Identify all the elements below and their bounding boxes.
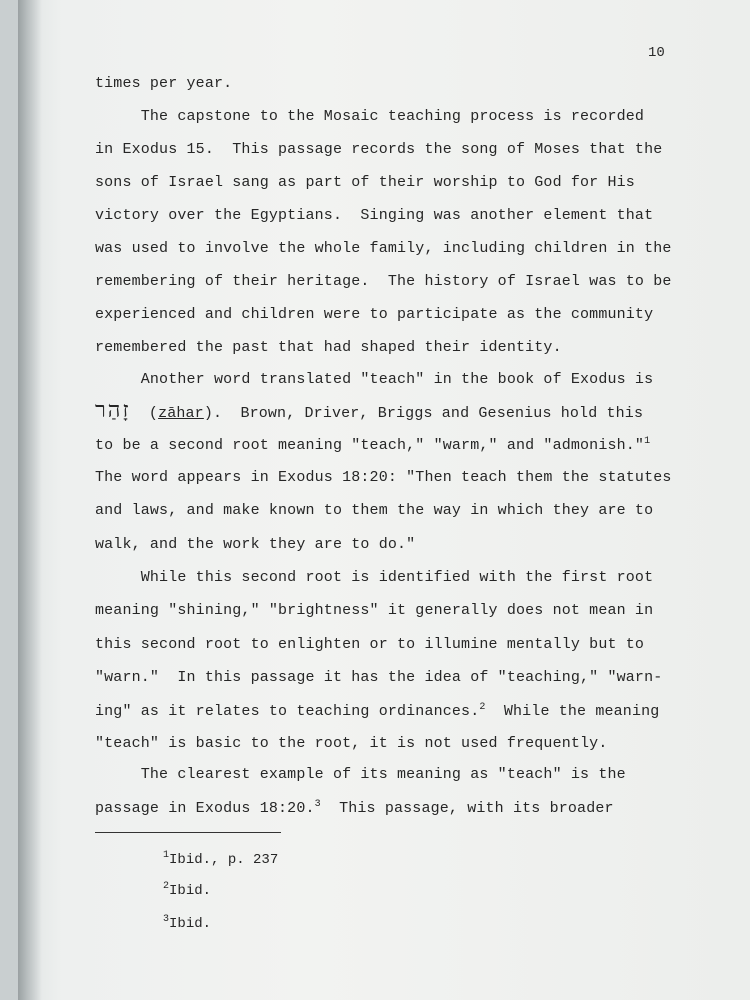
text-line: meaning "shining," "brightness" it generally does not mean in <box>95 602 654 619</box>
text-line: in Exodus 15. This passage records the song of Moses that the <box>95 141 663 158</box>
page-number: 10 <box>648 45 665 61</box>
footnote-ref-3: 3 <box>314 799 321 810</box>
text-line: The clearest example of its meaning as "teach" is the <box>95 766 626 783</box>
text-line-rest: While the meaning <box>485 703 660 720</box>
footnote <box>163 881 211 899</box>
text-line <box>95 702 659 720</box>
text-line: was used to involve the whole family, including children in the <box>95 240 672 257</box>
text-line: remembering of their heritage. The history of Israel was to be <box>95 273 672 290</box>
text-line: experienced and children were to participate as the community <box>95 306 654 323</box>
text-line-body: passage in Exodus 18:20. <box>95 800 315 817</box>
transliteration: zāhar <box>158 405 204 422</box>
text-line: this second root to enlighten or to illumine mentally but to <box>95 636 645 653</box>
text-line-rest: ). Brown, Driver, Briggs and Gesenius hold this <box>203 405 644 422</box>
footnote-number: 3 <box>163 914 170 925</box>
text-line: The word appears in Exodus 18:20: "Then teach them the statutes <box>95 469 672 486</box>
footnote-number: 1 <box>163 850 170 861</box>
text-line: and laws, and make known to them the way in which they are to <box>95 502 654 519</box>
text-line: The capstone to the Mosaic teaching process is recorded <box>95 108 645 125</box>
footnote <box>163 914 211 932</box>
text-line: victory over the Egyptians. Singing was another element that <box>95 207 654 224</box>
text-line: While this second root is identified with the first root <box>95 569 654 586</box>
text-line: sons of Israel sang as part of their worship to God for His <box>95 174 635 191</box>
text-line: Another word translated "teach" in the book of Exodus is <box>95 371 654 388</box>
text-line: "warn." In this passage it has the idea of "teaching," "warn- <box>95 669 663 686</box>
footnote-text: Ibid., p. 237 <box>169 852 279 868</box>
footnote-separator <box>95 832 281 833</box>
text-line-body: to be a second root meaning "teach," "warm," and "admonish." <box>95 437 645 454</box>
text-line-hebrew: זָהַר (zāhar). Brown, Driver, Briggs and Gesenius hold this <box>95 398 644 423</box>
text-line: remembered the past that had shaped their identity. <box>95 339 562 356</box>
text-line-rest: This passage, with its broader <box>320 800 614 817</box>
text-line: walk, and the work they are to do." <box>95 536 416 553</box>
page-edge-shadow <box>18 0 42 1000</box>
text-line-body: ing" as it relates to teaching ordinances. <box>95 703 480 720</box>
text-line <box>95 799 614 817</box>
footnote <box>163 850 278 868</box>
footnote-text: Ibid. <box>169 883 212 899</box>
footnote-ref-2: 2 <box>479 702 486 713</box>
text-line <box>95 436 650 454</box>
hebrew-word: זָהַר <box>95 398 131 423</box>
text-line: "teach" is basic to the root, it is not used frequently. <box>95 735 608 752</box>
text-line: times per year. <box>95 75 233 92</box>
footnote-number: 2 <box>163 881 170 892</box>
footnote-text: Ibid. <box>169 916 212 932</box>
footnote-ref-1: 1 <box>644 436 651 447</box>
